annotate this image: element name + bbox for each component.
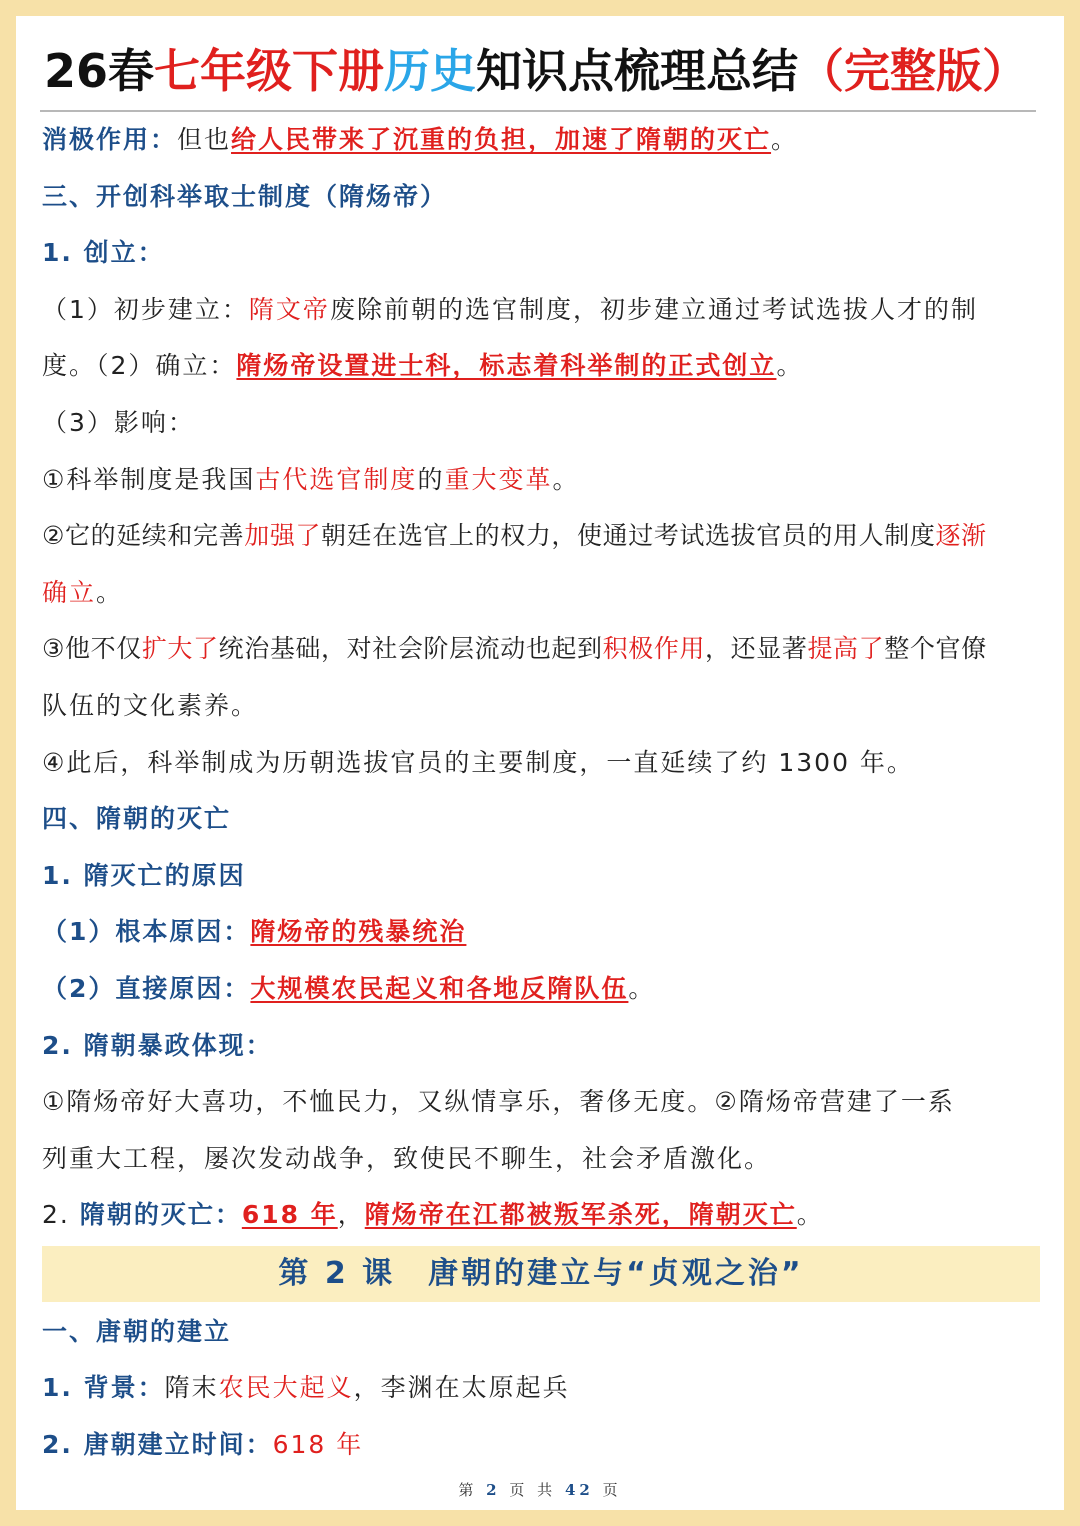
term-label: 隋朝的灭亡： [79,1200,242,1230]
subheading: 1. 创立： [42,238,165,268]
key-point: 大规模农民起义和各地反隋队伍 [250,973,629,1003]
footer-text: 页 [602,1481,622,1499]
text-line: ①隋炀帝好大喜功，不恤民力，又纵情享乐，奢侈无度。②隋炀帝营建了一系 [42,1087,955,1117]
term-label: （1）根本原因： [42,917,251,947]
text: 2. [42,1200,80,1230]
key-point: 隋炀帝在江都被叛军杀死，隋朝灭亡 [364,1200,797,1230]
text-line: 列重大工程，屡次发动战争，致使民不聊生，社会矛盾激化。 [42,1143,772,1173]
total-pages: 42 [564,1481,594,1499]
text: 朝廷在选官上的权力，使通过考试选拔官员的用人制度 [321,521,936,551]
text: 。 [796,1200,824,1230]
text-line [42,112,1040,169]
text-line [42,338,1040,395]
text-line: ④此后，科举制成为历朝选拔官员的主要制度，一直延续了约 1300 年。 [42,747,914,777]
text: 。 [776,351,804,381]
text: 。 [96,577,124,607]
term-label: 1. 背景： [42,1373,165,1403]
lesson-title-bar: 第 2 课 唐朝的建立与“贞观之治” [42,1246,1040,1302]
text: ， [337,1200,365,1230]
text: ，李渊在太原起兵 [353,1373,570,1403]
key-point: 重大变革 [444,464,553,494]
text: 。 [628,973,656,1003]
text: （1）初步建立： [42,294,249,324]
section-heading: 三、开创科举取士制度（隋炀帝） [42,181,448,211]
section-heading: 四、隋朝的灭亡 [42,804,232,834]
key-point: 隋炀帝设置进士科，标志着科举制的正式创立 [236,351,777,381]
section-heading: 一、唐朝的建立 [42,1316,232,1346]
subheading: 2. 隋朝暴政体现： [42,1030,273,1060]
key-point: 给人民带来了沉重的负担，加速了隋朝的灭亡 [231,125,772,154]
title-part: 历史 [384,44,477,98]
text-line [42,508,1040,565]
text-line [42,961,1040,1018]
text: 度。（2）确立： [42,351,237,381]
key-point: 农民大起义 [218,1373,354,1403]
key-point: 加强了 [244,521,322,551]
key-point: 积极作用 [602,634,706,664]
page-number: 2 [486,1481,501,1499]
text: 的 [417,464,445,494]
term-label: 2. 唐朝建立时间： [42,1430,273,1460]
key-point: 618 年 [241,1200,338,1230]
term-label: （2）直接原因： [42,973,251,1003]
title-part: 七年级下册 [154,44,385,98]
text: ②它的延续和完善 [42,521,245,551]
text: 隋末 [164,1373,219,1403]
text-line [42,565,1040,622]
text-line [42,452,1040,509]
key-point: 逐渐 [935,521,987,551]
text: 统治基础，对社会阶层流动也起到 [218,634,603,664]
title-part: 26春 [44,44,155,98]
document-page [16,16,1064,1510]
page-title [44,44,1029,98]
text-line [42,282,1040,339]
text-line: （3）影响： [42,407,195,437]
key-point: 隋炀帝的残暴统治 [250,917,467,947]
subheading: 1. 隋灭亡的原因 [42,860,246,890]
footer-text: 页 共 [509,1481,557,1499]
text: 。 [771,125,799,154]
text-line [42,904,1040,961]
page-footer [16,1479,1064,1500]
title-part: 知识点梳理总结 [476,44,799,98]
text-line [42,1360,1040,1417]
text: 废除前朝的选官制度，初步建立通过考试选拔人才的制 [329,294,978,324]
text-line [42,621,1040,678]
text: 整个官僚 [884,634,987,664]
text: 但也 [177,125,232,154]
key-point: 扩大了 [141,634,219,664]
term-label: 消极作用： [42,125,178,154]
key-point: 提高了 [807,634,885,664]
text: ①科举制度是我国 [42,464,256,494]
footer-text: 第 [458,1481,478,1499]
key-point: 确立 [42,577,97,607]
text: 。 [552,464,580,494]
key-point: 隋文帝 [248,294,330,324]
text-line [42,1187,1040,1244]
text-line: 队伍的文化素养。 [42,690,259,720]
text: ③他不仅 [42,634,142,664]
text-line [42,1417,1040,1474]
title-part: （完整版） [798,44,1029,98]
text: ，还显著 [705,634,808,664]
key-point: 古代选官制度 [255,464,418,494]
notes-content [42,112,1040,1474]
key-point: 618 年 [272,1430,364,1460]
